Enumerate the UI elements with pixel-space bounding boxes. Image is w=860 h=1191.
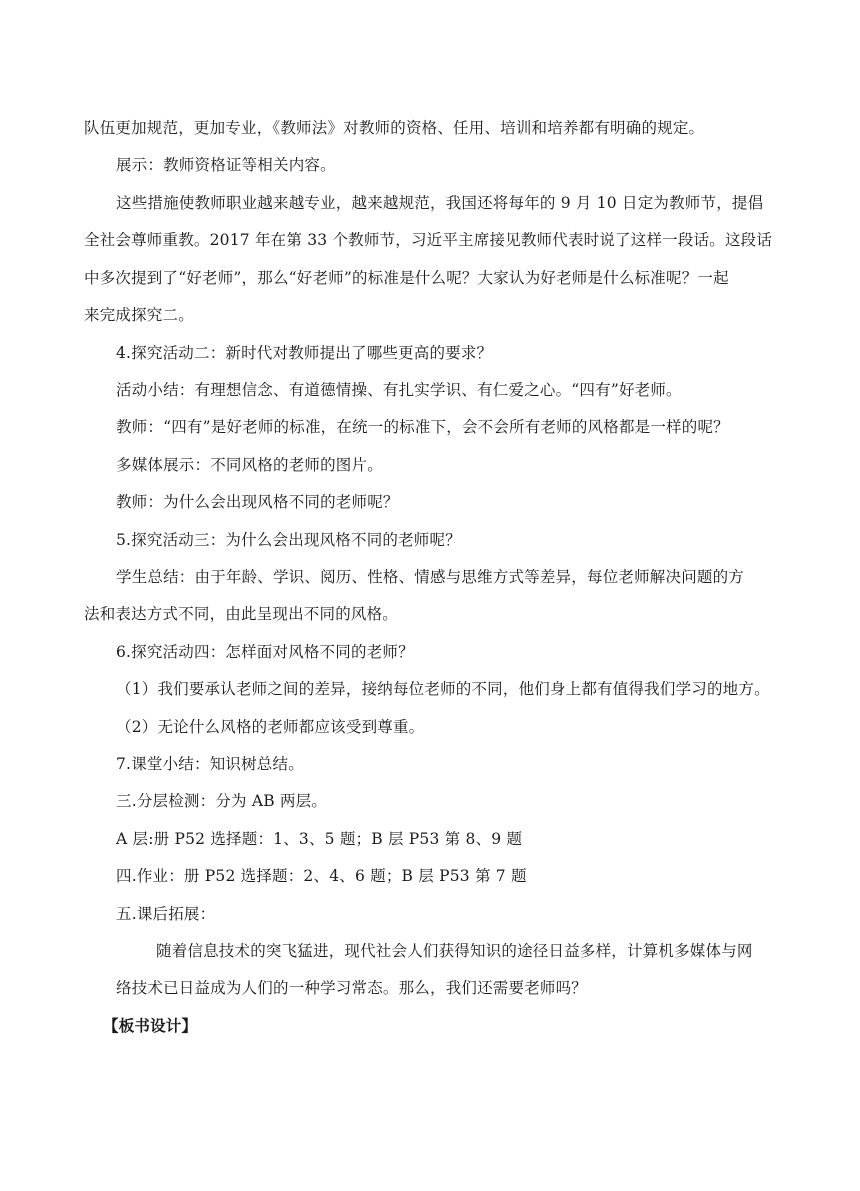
- paragraph-line: 来完成探究二。: [84, 306, 194, 324]
- section-heading: 四.作业：册 P52 选择题：2、4、6 题；B 层 P53 第 7 题: [116, 867, 527, 885]
- section-heading: 6.探究活动四：怎样面对风格不同的老师？: [116, 643, 414, 661]
- section-heading: 5.探究活动三：为什么会出现风格不同的老师呢？: [116, 531, 461, 549]
- paragraph-line: 活动小结：有理想信念、有道德情操、有扎实学识、有仁爱之心。“四有”好老师。: [116, 381, 682, 399]
- paragraph-line: A 层:册 P52 选择题：1、3、5 题；B 层 P53 第 8、9 题: [116, 830, 523, 848]
- paragraph-line: 学生总结：由于年龄、学识、阅历、性格、情感与思维方式等差异，每位老师解决问题的方: [116, 568, 745, 586]
- list-item: （2）无论什么风格的老师都应该受到尊重。: [116, 718, 425, 736]
- section-heading: 4.探究活动二：新时代对教师提出了哪些更高的要求？: [116, 344, 493, 362]
- paragraph-line: 法和表达方式不同，由此呈现出不同的风格。: [84, 605, 399, 623]
- paragraph-line: 教师：“四有”是好老师的标准，在统一的标准下，会不会所有老师的风格都是一样的呢？: [116, 418, 729, 436]
- paragraph-line: 随着信息技术的突飞猛进，现代社会人们获得知识的途径日益多样，计算机多媒体与网: [156, 942, 753, 960]
- paragraph-line: 展示：教师资格证等相关内容。: [116, 156, 336, 174]
- paragraph-line: 全社会尊师重教。2017 年在第 33 个教师节，习近平主席接见教师代表时说了这样一段话。这段话: [84, 231, 773, 249]
- paragraph-line: 中多次提到了“好老师”，那么“好老师”的标准是什么呢？大家认为好老师是什么标准呢？一起: [84, 269, 729, 287]
- section-heading: 7.课堂小结：知识树总结。: [116, 755, 304, 773]
- paragraph-line: 教师：为什么会出现风格不同的老师呢？: [116, 493, 399, 511]
- list-item: （1）我们要承认老师之间的差异，接纳每位老师的不同，他们身上都有值得我们学习的地方。: [116, 680, 770, 698]
- paragraph-line: 队伍更加规范，更加专业，《教师法》对教师的资格、任用、培训和培养都有明确的规定。: [84, 119, 705, 137]
- paragraph-line: 络技术已日益成为人们的一种学习常态。那么，我们还需要老师吗？: [116, 979, 588, 997]
- paragraph-line: 这些措施使教师职业越来越专业，越来越规范，我国还将每年的 9 月 10 日定为教师节，提倡: [116, 194, 764, 212]
- section-heading: 五.课后拓展：: [116, 905, 216, 923]
- section-heading: 三.分层检测：分为 AB 两层。: [116, 792, 328, 810]
- paragraph-line: 多媒体展示：不同风格的老师的图片。: [116, 456, 383, 474]
- board-design-heading: 【板书设计】: [103, 1016, 198, 1035]
